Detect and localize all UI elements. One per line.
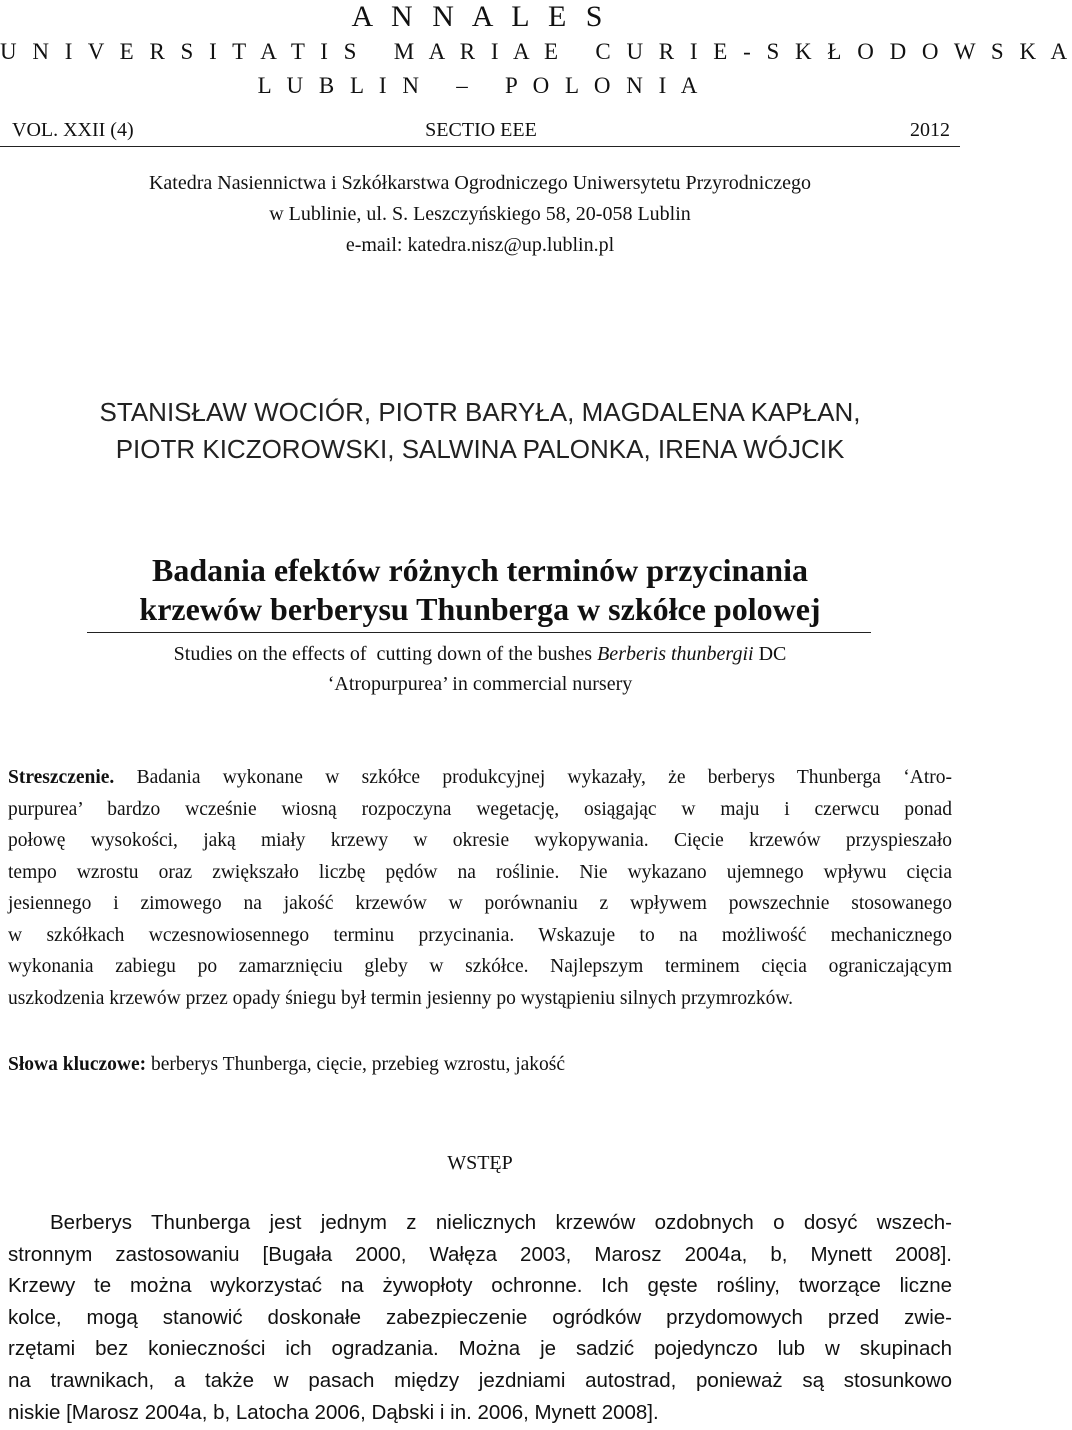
- species-name: Berberis thunbergii: [597, 643, 754, 665]
- intro-line-3: Krzewy te można wykorzystać na żywopłoty ochronne. Ich gęste rośliny, tworzące liczne: [8, 1274, 952, 1298]
- journal-name: A N N A L E S: [351, 0, 609, 33]
- journal-year: 2012: [910, 119, 950, 141]
- journal-section: SECTIO EEE: [425, 119, 537, 141]
- intro-line-7: niskie [Marosz 2004a, b, Latocha 2006, Dąbski i in. 2006, Mynett 2008].: [8, 1400, 659, 1424]
- keywords-label: Słowa kluczowe:: [8, 1054, 147, 1075]
- keywords-text: berberys Thunberga, cięcie, przebieg wzrostu, jakość: [146, 1054, 566, 1075]
- intro-line-1: Berberys Thunberga jest jednym z nielicznych krzewów ozdobnych o dosyć wszech-: [50, 1211, 952, 1234]
- authors-line-2: PIOTR KICZOROWSKI, SALWINA PALONKA, IRENA WÓJCIK: [115, 434, 845, 464]
- volume-row: [12, 116, 950, 144]
- header-rule: [0, 146, 960, 147]
- authors-line-1: STANISŁAW WOCIÓR, PIOTR BARYŁA, MAGDALENA KAPŁAN,: [99, 397, 861, 427]
- abstract-label: Streszczenie.: [8, 767, 115, 788]
- journal-city: L U B L I N – P O L O N I A: [257, 73, 703, 98]
- intro-paragraph: [8, 1207, 952, 1428]
- affiliation-email: e-mail: katedra.nisz@up.lublin.pl: [345, 234, 615, 256]
- abstract-line-8: uszkodzenia krzewów przez opady śniegu był termin jesienny po wystąpieniu silnych przymrozków.: [8, 987, 794, 1009]
- journal-volume: VOL. XXII (4): [12, 119, 134, 141]
- abstract-line-3: połowę wysokości, jaką miały krzewy w okresie wykopywania. Cięcie krzewów przyspieszało: [8, 830, 952, 851]
- intro-line-2: stronnym zastosowaniu [Bugała 2000, Wałęza 2003, Marosz 2004a, b, Mynett 2008].: [8, 1242, 952, 1266]
- english-title-line-2: ‘Atropurpurea’ in commercial nursery: [327, 673, 633, 695]
- abstract-line-1: Streszczenie. Badania wykonane w szkółce produkcyjnej wykazały, że berberys Thunberga ‘Atro-: [8, 767, 952, 788]
- intro-line-5: rzętami bez konieczności ich ogradzania. Można je sadzić pojedynczo lub w skupinach: [8, 1337, 952, 1361]
- intro-line-4: kolce, mogą stanowić doskonałe zabezpieczenie ogródków przydomowych przed zwie-: [8, 1305, 952, 1329]
- affiliation-line-2: w Lublinie, ul. S. Leszczyńskiego 58, 20-058 Lublin: [269, 203, 691, 225]
- abstract: [8, 762, 952, 1014]
- abstract-line-2: purpurea’ bardzo wcześnie wiosną rozpoczyna wegetację, osiągając w maju i czerwcu ponad: [8, 798, 952, 820]
- paper-title-line-1: Badania efektów różnych terminów przycinania: [152, 552, 808, 588]
- section-heading: WSTĘP: [447, 1152, 513, 1174]
- intro-line-6: na trawnikach, a także w pasach między jezdniami autostrad, ponieważ są stosunkowo: [8, 1368, 952, 1392]
- english-title-post: DC: [753, 643, 787, 665]
- english-title-pre: Studies on the effects of cutting down of the bushes: [173, 643, 598, 665]
- abstract-line-6: w szkółkach wczesnowiosennego terminu przycinania. Wskazuje to na możliwość mechanicznego: [8, 924, 952, 946]
- abstract-line-5: jesiennego i zimowego na jakość krzewów w porównaniu z wpływem powszechnie stosowanego: [8, 893, 952, 914]
- english-title-line-1: [0, 639, 960, 669]
- affiliation-line-1: Katedra Nasiennictwa i Szkółkarstwa Ogrodniczego Uniwersytetu Przyrodniczego: [148, 172, 811, 194]
- keywords: [8, 1049, 952, 1081]
- title-rule: [87, 632, 871, 633]
- abstract-line-4: tempo wzrostu oraz zwiększało liczbę pędów na roślinie. Nie wykazano ujemnego wpływu cięcia: [8, 861, 952, 883]
- journal-university: U N I V E R S I T A T I S M A R I A E C U R I E - S K Ł O D O W S K A: [0, 39, 1072, 64]
- abstract-line-7: wykonania zabiegu po zamarznięciu gleby w szkółce. Najlepszym terminem cięcia ograniczającym: [8, 956, 952, 977]
- paper-title-line-2: krzewów berberysu Thunberga w szkółce polowej: [139, 591, 821, 627]
